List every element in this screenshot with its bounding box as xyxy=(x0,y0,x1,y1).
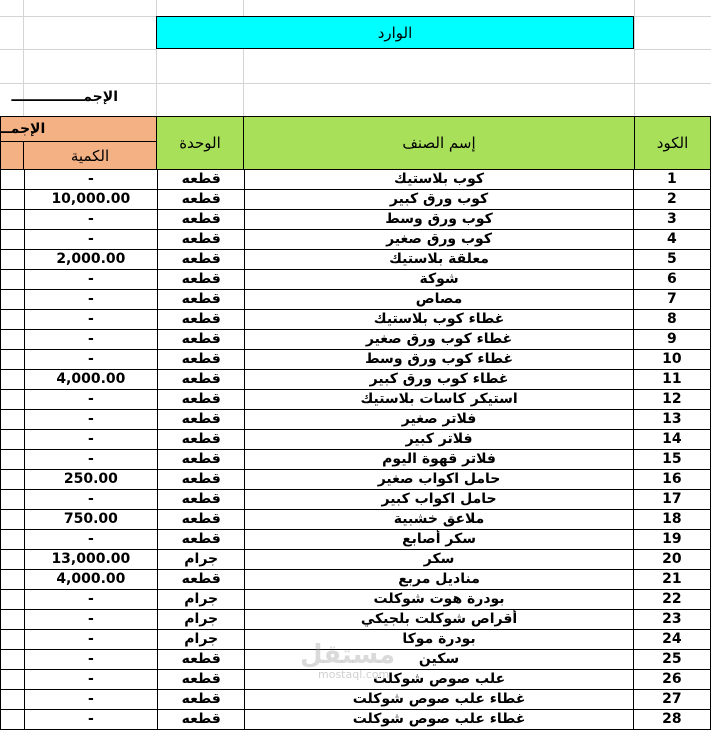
row-stub-cell[interactable] xyxy=(1,370,25,390)
quantity-cell[interactable]: - xyxy=(24,490,157,510)
quantity-cell[interactable]: - xyxy=(24,270,157,290)
quantity-cell[interactable]: - xyxy=(24,590,157,610)
code-header[interactable]: الكود xyxy=(634,116,711,170)
row-stub-cell[interactable] xyxy=(1,410,25,430)
table-row xyxy=(1,210,711,230)
gridline xyxy=(0,49,156,50)
row-stub-cell[interactable] xyxy=(1,290,25,310)
quantity-cell[interactable]: - xyxy=(24,670,157,690)
table-row xyxy=(1,610,711,630)
item-name-cell[interactable]: غطاء كوب ورق صغير xyxy=(245,330,633,350)
quantity-cell[interactable]: 250.00 xyxy=(24,470,157,490)
row-stub-cell[interactable] xyxy=(1,250,25,270)
code-cell[interactable]: 3 xyxy=(633,210,710,230)
gridline xyxy=(634,16,711,17)
item-name-cell[interactable]: غطاء كوب بلاستيك xyxy=(245,310,633,330)
item-name-cell[interactable]: مناديل مربع xyxy=(245,570,633,590)
code-cell[interactable]: 17 xyxy=(633,490,710,510)
unit-cell[interactable]: جرام xyxy=(158,610,245,630)
table-row xyxy=(1,330,711,350)
row-stub-cell[interactable] xyxy=(1,490,25,510)
code-cell[interactable]: 26 xyxy=(633,670,710,690)
quantity-cell[interactable]: 13,000.00 xyxy=(24,550,157,570)
table-row xyxy=(1,270,711,290)
row-stub-cell[interactable] xyxy=(1,650,25,670)
items-table xyxy=(0,169,711,730)
unit-cell[interactable]: قطعه xyxy=(158,510,245,530)
table-row xyxy=(1,310,711,330)
quantity-cell[interactable]: - xyxy=(24,430,157,450)
unit-cell[interactable]: قطعه xyxy=(158,350,245,370)
quantity-cell[interactable]: - xyxy=(24,390,157,410)
unit-cell[interactable]: قطعه xyxy=(158,710,245,730)
code-cell[interactable]: 19 xyxy=(633,530,710,550)
unit-header[interactable]: الوحدة xyxy=(156,116,244,170)
quantity-cell[interactable]: - xyxy=(24,710,157,730)
table-row xyxy=(1,650,711,670)
code-cell[interactable]: 23 xyxy=(633,610,710,630)
quantity-cell[interactable]: 4,000.00 xyxy=(24,570,157,590)
gridline xyxy=(0,83,711,84)
unit-cell[interactable]: جرام xyxy=(158,590,245,610)
code-cell[interactable]: 9 xyxy=(633,330,710,350)
code-cell[interactable]: 4 xyxy=(633,230,710,250)
code-cell[interactable]: 1 xyxy=(633,170,710,190)
quantity-cell[interactable]: - xyxy=(24,310,157,330)
item-name-cell[interactable]: حامل اكواب صغير xyxy=(245,470,633,490)
unit-cell[interactable]: قطعه xyxy=(158,450,245,470)
row-stub-cell[interactable] xyxy=(1,710,25,730)
item-name-cell[interactable]: استيكر كاسات بلاستيك xyxy=(245,390,633,410)
unit-cell[interactable]: قطعه xyxy=(158,330,245,350)
item-name-cell[interactable]: كوب ورق صغير xyxy=(245,230,633,250)
row-stub-cell[interactable] xyxy=(1,550,25,570)
quantity-cell[interactable]: 4,000.00 xyxy=(24,370,157,390)
unit-cell[interactable]: قطعه xyxy=(158,370,245,390)
table-row xyxy=(1,390,711,410)
code-cell[interactable]: 28 xyxy=(633,710,710,730)
code-cell[interactable]: 5 xyxy=(633,250,710,270)
item-name-cell[interactable]: معلقة بلاستيك xyxy=(245,250,633,270)
row-stub-cell[interactable] xyxy=(1,230,25,250)
table-row xyxy=(1,290,711,310)
watermark-logo: مستقل xyxy=(300,640,396,670)
unit-cell[interactable]: قطعه xyxy=(158,570,245,590)
table-row xyxy=(1,630,711,650)
item-name-cell[interactable]: فلاتر قهوة اليوم xyxy=(245,450,633,470)
unit-cell[interactable]: قطعه xyxy=(158,430,245,450)
watermark-url: mostaql.com xyxy=(318,668,390,681)
sheet-title[interactable]: الوارد xyxy=(156,16,634,49)
code-cell[interactable]: 14 xyxy=(633,430,710,450)
quantity-cell[interactable]: - xyxy=(24,630,157,650)
row-stub-cell[interactable] xyxy=(1,210,25,230)
total-label[interactable]: الإجمـــــــــــــــ xyxy=(11,89,118,105)
quantity-cell[interactable]: 750.00 xyxy=(24,510,157,530)
table-row xyxy=(1,410,711,430)
code-cell[interactable]: 11 xyxy=(633,370,710,390)
code-cell[interactable]: 25 xyxy=(633,650,710,670)
row-stub-cell[interactable] xyxy=(1,350,25,370)
item-name-header[interactable]: إسم الصنف xyxy=(243,116,635,170)
item-name-cell[interactable]: سكر xyxy=(245,550,633,570)
table-row xyxy=(1,690,711,710)
quantity-cell[interactable]: - xyxy=(24,170,157,190)
row-stub-cell[interactable] xyxy=(1,470,25,490)
item-name-cell[interactable]: بودرة هوت شوكلت xyxy=(245,590,633,610)
code-cell[interactable]: 8 xyxy=(633,310,710,330)
quantity-cell[interactable]: - xyxy=(24,650,157,670)
row-stub-cell[interactable] xyxy=(1,330,25,350)
quantity-cell[interactable]: - xyxy=(24,210,157,230)
code-cell[interactable]: 6 xyxy=(633,270,710,290)
row-stub-cell[interactable] xyxy=(1,690,25,710)
unit-cell[interactable]: قطعه xyxy=(158,410,245,430)
unit-cell[interactable]: قطعه xyxy=(158,490,245,510)
item-name-cell[interactable]: فلاتر صغير xyxy=(245,410,633,430)
item-name-cell[interactable]: غطاء كوب ورق وسط xyxy=(245,350,633,370)
table-row xyxy=(1,230,711,250)
gridline xyxy=(634,49,711,50)
table-row xyxy=(1,350,711,370)
quantity-cell[interactable]: - xyxy=(24,410,157,430)
table-row xyxy=(1,590,711,610)
table-row xyxy=(1,670,711,690)
unit-cell[interactable]: قطعه xyxy=(158,310,245,330)
code-cell[interactable]: 2 xyxy=(633,190,710,210)
row-stub-cell[interactable] xyxy=(1,270,25,290)
row-stub-cell[interactable] xyxy=(1,530,25,550)
item-name-cell[interactable]: مصاص xyxy=(245,290,633,310)
row-stub-cell[interactable] xyxy=(1,670,25,690)
table-row xyxy=(1,490,711,510)
code-cell[interactable]: 13 xyxy=(633,410,710,430)
row-stub-cell[interactable] xyxy=(1,430,25,450)
unit-cell[interactable]: قطعه xyxy=(158,530,245,550)
table-row xyxy=(1,170,711,190)
unit-cell[interactable]: جرام xyxy=(158,550,245,570)
item-name-cell[interactable]: غطاء علب صوص شوكلت xyxy=(245,710,633,730)
table-row xyxy=(1,470,711,490)
unit-cell[interactable]: قطعه xyxy=(158,270,245,290)
unit-cell[interactable]: قطعه xyxy=(158,670,245,690)
code-cell[interactable]: 12 xyxy=(633,390,710,410)
item-name-cell[interactable]: علب صوص شوكلت xyxy=(245,670,633,690)
item-name-cell[interactable]: غطاء علب صوص شوكلت xyxy=(245,690,633,710)
table-row xyxy=(1,710,711,730)
table-row xyxy=(1,190,711,210)
item-name-cell[interactable]: غطاء كوب ورق كبير xyxy=(245,370,633,390)
item-name-cell[interactable]: ملاعق خشبية xyxy=(245,510,633,530)
unit-cell[interactable]: جرام xyxy=(158,630,245,650)
row-stub-cell[interactable] xyxy=(1,630,25,650)
row-stub-cell[interactable] xyxy=(1,450,25,470)
code-cell[interactable]: 15 xyxy=(633,450,710,470)
table-row xyxy=(1,530,711,550)
quantity-header[interactable]: الكمية xyxy=(23,141,157,170)
code-cell[interactable]: 27 xyxy=(633,690,710,710)
unit-cell[interactable]: قطعه xyxy=(158,210,245,230)
quantity-cell[interactable]: - xyxy=(24,530,157,550)
quantity-cell[interactable]: 10,000.00 xyxy=(24,190,157,210)
table-row xyxy=(1,450,711,470)
item-name-cell[interactable]: حامل اكواب كبير xyxy=(245,490,633,510)
item-name-cell[interactable]: بودرة موكا xyxy=(245,630,633,650)
stub-header[interactable] xyxy=(0,141,24,170)
unit-cell[interactable]: قطعه xyxy=(158,250,245,270)
code-cell[interactable]: 21 xyxy=(633,570,710,590)
unit-cell[interactable]: قطعه xyxy=(158,650,245,670)
gridline xyxy=(634,0,635,116)
unit-cell[interactable]: قطعه xyxy=(158,230,245,250)
code-cell[interactable]: 24 xyxy=(633,630,710,650)
code-cell[interactable]: 20 xyxy=(633,550,710,570)
row-stub-cell[interactable] xyxy=(1,610,25,630)
row-stub-cell[interactable] xyxy=(1,390,25,410)
quantity-cell[interactable]: - xyxy=(24,450,157,470)
row-stub-cell[interactable] xyxy=(1,170,25,190)
table-row xyxy=(1,550,711,570)
row-stub-cell[interactable] xyxy=(1,310,25,330)
row-stub-cell[interactable] xyxy=(1,190,25,210)
code-cell[interactable]: 10 xyxy=(633,350,710,370)
row-stub-cell[interactable] xyxy=(1,570,25,590)
quantity-cell[interactable]: - xyxy=(24,230,157,250)
item-name-cell[interactable]: فلاتر كبير xyxy=(245,430,633,450)
quantity-cell[interactable]: - xyxy=(24,690,157,710)
table-row xyxy=(1,430,711,450)
code-cell[interactable]: 7 xyxy=(633,290,710,310)
row-stub-cell[interactable] xyxy=(1,510,25,530)
quantity-cell[interactable]: - xyxy=(24,330,157,350)
quantity-cell[interactable]: - xyxy=(24,610,157,630)
unit-cell[interactable]: قطعه xyxy=(158,290,245,310)
gridline xyxy=(0,16,156,17)
item-name-cell[interactable]: كوب بلاستيك xyxy=(245,170,633,190)
item-name-cell[interactable]: أقراص شوكلت بلجيكي xyxy=(245,610,633,630)
row-stub-cell[interactable] xyxy=(1,590,25,610)
item-name-cell[interactable]: سكين xyxy=(245,650,633,670)
item-name-cell[interactable]: كوب ورق كبير xyxy=(245,190,633,210)
unit-cell[interactable]: قطعه xyxy=(158,170,245,190)
unit-cell[interactable]: قطعه xyxy=(158,390,245,410)
quantity-cell[interactable]: - xyxy=(24,290,157,310)
table-row xyxy=(1,250,711,270)
table-row xyxy=(1,570,711,590)
item-name-cell[interactable]: سكر أصابع xyxy=(245,530,633,550)
unit-cell[interactable]: قطعه xyxy=(158,190,245,210)
code-cell[interactable]: 16 xyxy=(633,470,710,490)
item-name-cell[interactable]: شوكة xyxy=(245,270,633,290)
table-row xyxy=(1,510,711,530)
quantity-cell[interactable]: - xyxy=(24,350,157,370)
unit-cell[interactable]: قطعه xyxy=(158,690,245,710)
item-name-cell[interactable]: كوب ورق وسط xyxy=(245,210,633,230)
code-cell[interactable]: 22 xyxy=(633,590,710,610)
table-row xyxy=(1,370,711,390)
quantity-cell[interactable]: 2,000.00 xyxy=(24,250,157,270)
code-cell[interactable]: 18 xyxy=(633,510,710,530)
unit-cell[interactable]: قطعه xyxy=(158,470,245,490)
group-header-total[interactable]: الإجمــ xyxy=(0,116,157,142)
